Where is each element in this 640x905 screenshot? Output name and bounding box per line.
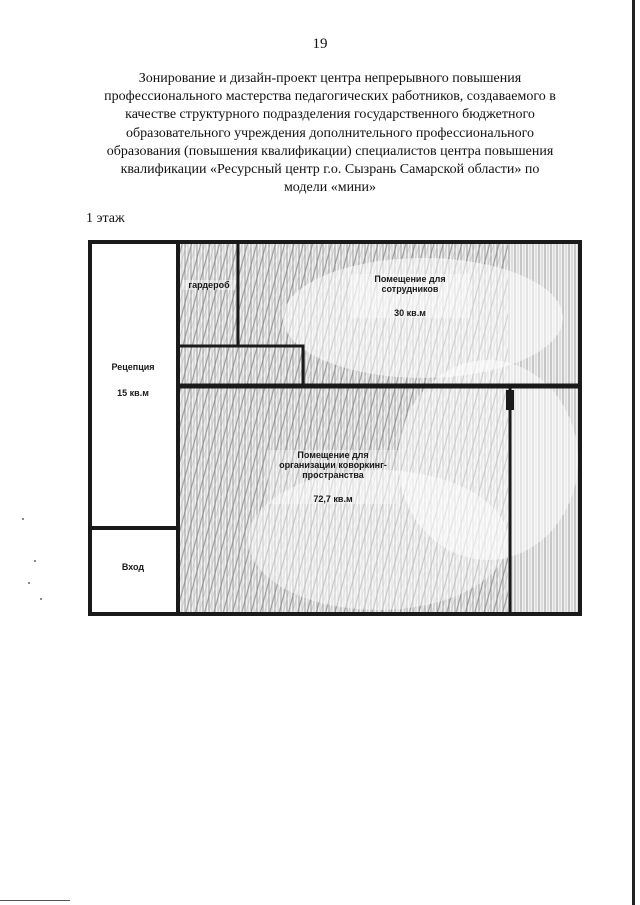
- staff-room-area: 30 кв.м: [394, 308, 426, 318]
- reception-name: Рецепция: [111, 362, 155, 372]
- floor-plan: [88, 240, 582, 618]
- document-title: [80, 70, 580, 197]
- scan-speck: [34, 560, 36, 562]
- coworking-label: [268, 450, 398, 504]
- title-line: образования (повышения квалификации) специалистов центра повышения: [106, 143, 554, 159]
- staff-room-label: [350, 274, 470, 318]
- scan-edge: [0, 900, 70, 901]
- scan-speck: [22, 518, 24, 520]
- title-line: качестве структурного подразделения государственного бюджетного: [125, 107, 535, 123]
- door-mark: [506, 390, 514, 410]
- title-line: образовательного учреждения дополнительного профессионального: [126, 125, 534, 141]
- reception-area: 15 кв.м: [117, 388, 149, 398]
- title-line: модели «мини»: [283, 180, 377, 196]
- coworking-name-3: пространства: [302, 470, 364, 480]
- scan-speck: [40, 598, 42, 600]
- wardrobe-label: гардероб: [182, 280, 236, 290]
- coworking-name-1: Помещение для: [297, 450, 369, 460]
- title-line: профессионального мастерства педагогических работников, создаваемого в: [104, 89, 556, 105]
- staff-room-name-1: Помещение для: [374, 274, 446, 284]
- staff-room-name-2: сотрудников: [381, 284, 439, 294]
- scan-speck: [28, 582, 30, 584]
- entrance-label: Вход: [108, 562, 158, 572]
- page-number: 19: [312, 36, 328, 52]
- reception-label: [94, 362, 172, 398]
- scan-edge: [632, 0, 635, 905]
- floor-plan-drawing: [88, 240, 582, 618]
- floor-label: 1 этаж: [86, 211, 125, 226]
- coworking-name-2: организации коворкинг-: [279, 460, 387, 470]
- title-line: квалификации «Ресурсный центр г.о. Сызрань Самарской области» по: [120, 162, 540, 178]
- coworking-area: 72,7 кв.м: [313, 494, 353, 504]
- title-line: Зонирование и дизайн-проект центра непрерывного повышения: [138, 71, 522, 86]
